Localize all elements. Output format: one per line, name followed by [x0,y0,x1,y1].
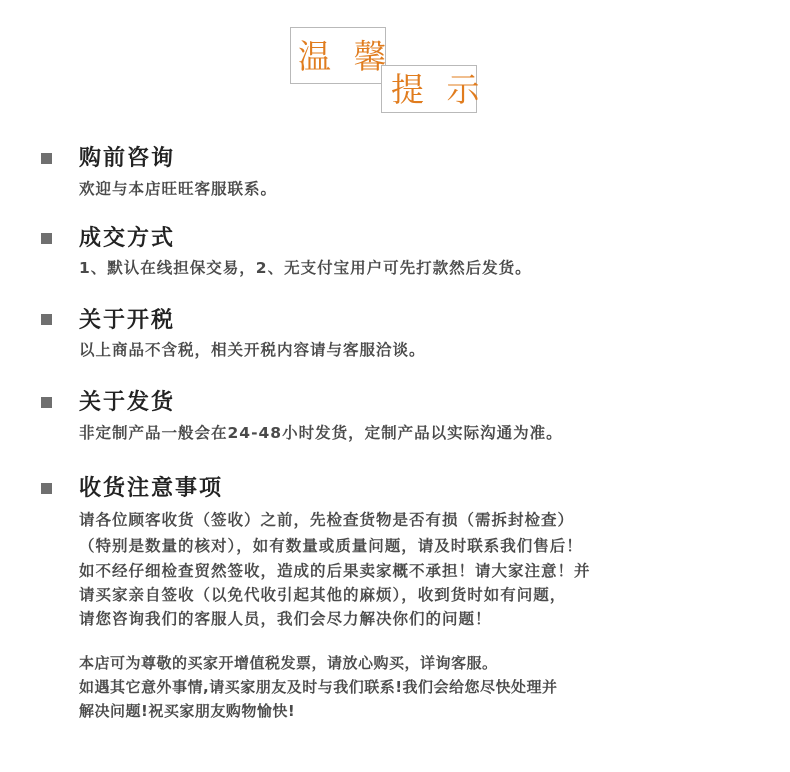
section-text: 以上商品不含税，相关开税内容请与客服洽谈。 [79,341,426,359]
section-text: 非定制产品一般会在24-48小时发货，定制产品以实际沟通为准。 [79,424,563,442]
section-text: 欢迎与本店旺旺客服联系。 [79,180,278,198]
section-text: 请买家亲自签收（以免代收引起其他的麻烦），收到货时如有问题， [79,586,567,604]
section-heading: 关于发货 [79,390,176,415]
section-heading: 收货注意事项 [79,476,224,501]
section-bullet-icon [41,314,52,325]
section-text: 如不经仔细检查贸然签收，造成的后果卖家概不承担！请大家注意！并 [79,562,591,580]
section-heading: 成交方式 [79,226,176,251]
section-bullet-icon [41,483,52,494]
section-text: 请各位顾客收货（签收）之前，先检查货物是否有损（需拆封检查） [79,511,575,529]
section-heading: 购前咨询 [79,146,176,171]
section-bullet-icon [41,153,52,164]
section-text: 1、默认在线担保交易，2、无支付宝用户可先打款然后发货。 [79,259,532,277]
section-bullet-icon [41,397,52,408]
notice-text: 解决问题!祝买家朋友购物愉快! [79,702,296,720]
notice-text: 如遇其它意外事情,请买家朋友及时与我们联系!我们会给您尽快处理并 [79,678,558,696]
section-text: （特别是数量的核对），如有数量或质量问题，请及时联系我们售后！ [79,537,583,555]
section-text: 请您咨询我们的客服人员，我们会尽力解决你们的问题！ [79,610,492,628]
section-bullet-icon [41,233,52,244]
section-heading: 关于开税 [79,308,176,333]
title-part-1: 温 馨 [298,37,393,76]
notice-text: 本店可为尊敬的买家开增值税发票，请放心购买，详询客服。 [79,654,498,672]
title-part-2: 提 示 [391,70,486,109]
